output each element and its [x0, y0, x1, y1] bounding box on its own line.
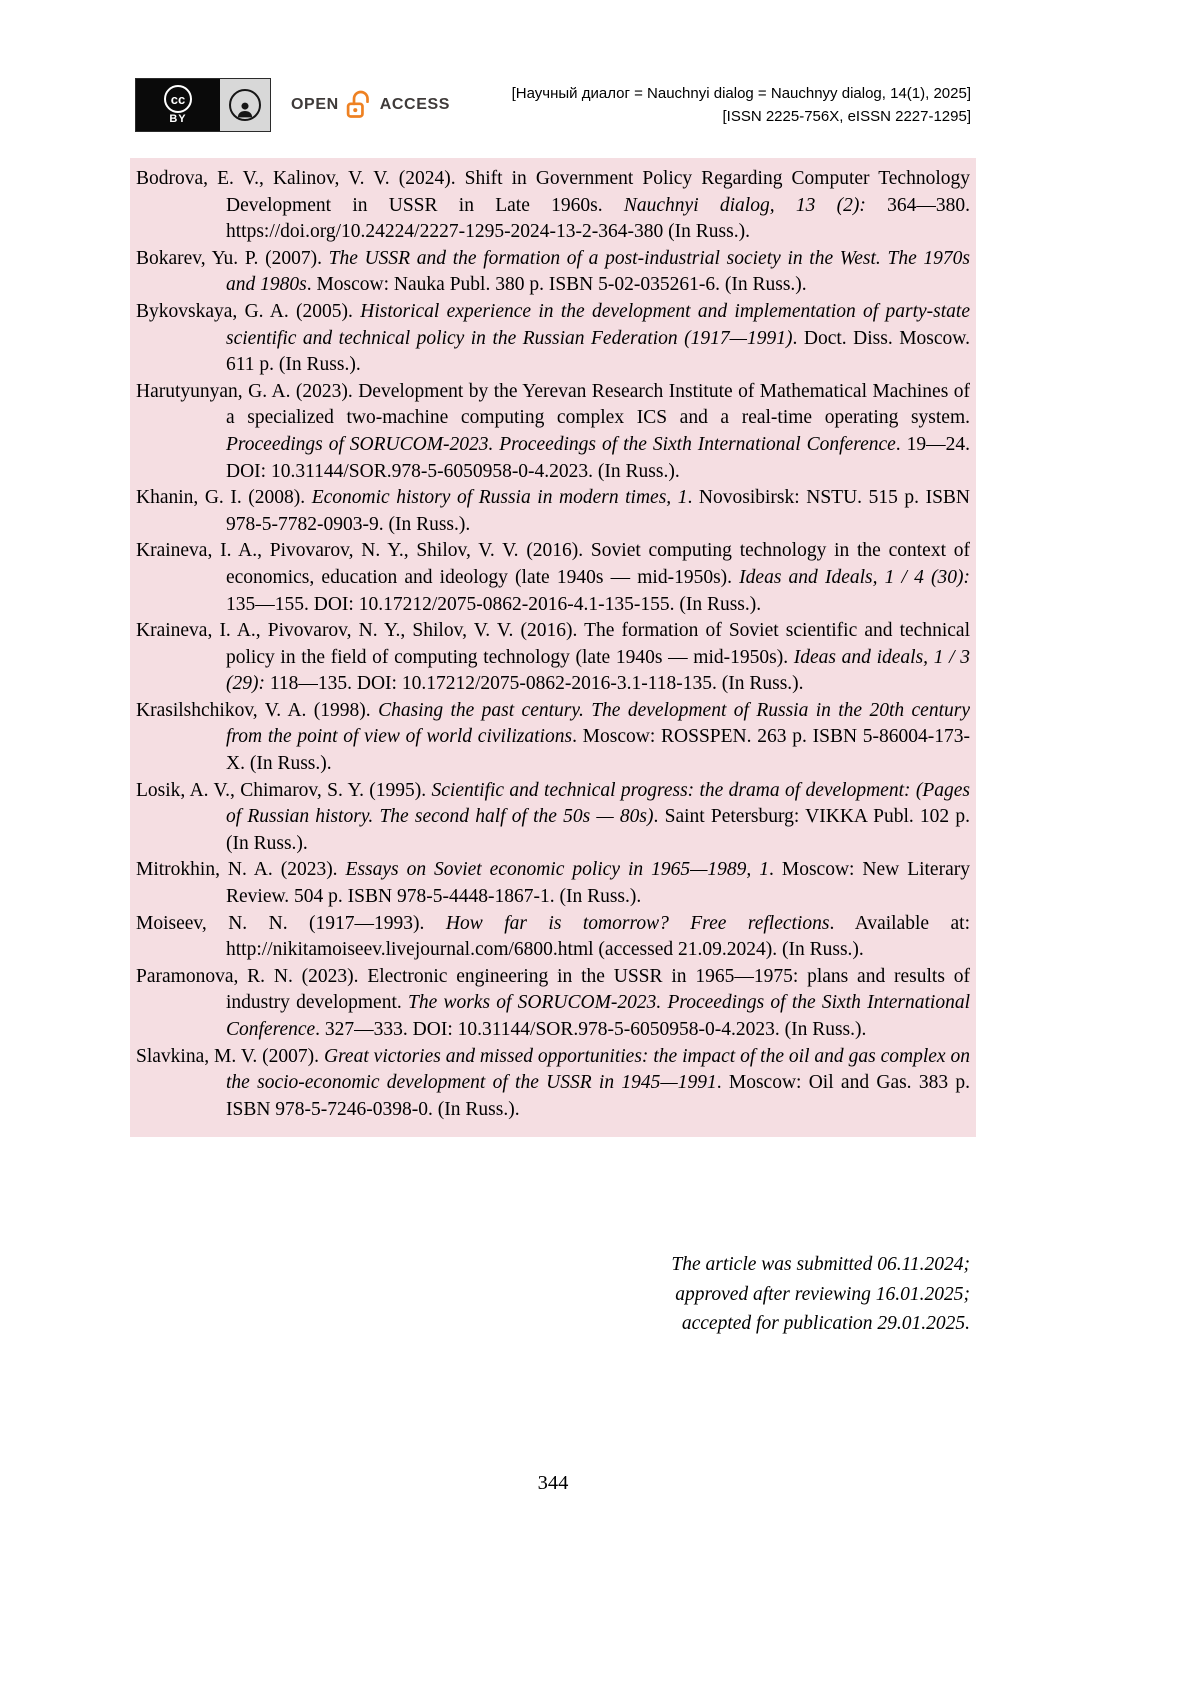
journal-citation-line: [Научный диалог = Nauchnyi dialog = Nauchnyy dialog, 14(1), 2025] [511, 85, 971, 102]
cc-icon: cc [164, 85, 192, 113]
submission-line: The article was submitted 06.11.2024; [671, 1254, 970, 1275]
reference-title-segment: The USSR and the formation of a post-industrial society in the West. The 1970s and 1980s [226, 247, 970, 296]
reference-text-segment: Khanin, G. I. (2008). [136, 487, 312, 509]
reference-entry [136, 778, 970, 858]
reference-title-segment: Great victories and missed opportunities: the impact of the oil and gas complex on the socio-economic development of the USSR in 1945—1991 [226, 1045, 970, 1094]
reference-text-segment: 135—155. DOI: 10.17212/2075-0862-2016-4.1-135-155. (In Russ.). [226, 593, 762, 615]
reference-entry [136, 618, 970, 698]
reference-text-segment: Losik, A. V., Chimarov, S. Y. (1995). [136, 779, 432, 801]
reference-entry [136, 538, 970, 618]
open-access-logo [291, 89, 450, 122]
reference-title-segment: Chasing the past century. The development of Russia in the 20th century from the point of view of world civilizations [226, 699, 970, 748]
reference-text-segment: . Doct. Diss. Moscow. 611 p. (In Russ.). [226, 327, 970, 376]
reference-entry [136, 166, 970, 246]
reference-text-segment: Slavkina, M. V. (2007). [136, 1045, 324, 1067]
reference-text-segment: . Available at: http://nikitamoiseev.livejournal.com/6800.html (accessed 21.09.2024). (In Russ.). [226, 912, 970, 961]
issn-line: [ISSN 2225-756X, eISSN 2227-1295] [722, 108, 971, 125]
reference-text-segment: Bokarev, Yu. P. (2007). [136, 247, 329, 269]
reference-title-segment: Essays on Soviet economic policy in 1965—1989, 1 [345, 859, 770, 881]
reference-text-segment: . Novosibirsk: NSTU. 515 p. ISBN 978-5-7782-0903-9. (In Russ.). [226, 487, 971, 535]
reference-text-segment: . Saint Petersburg: VIKKA Publ. 102 p. (In Russ.). [226, 806, 970, 854]
open-label: OPEN [291, 96, 339, 113]
reference-entry [136, 246, 970, 299]
open-lock-icon [346, 89, 373, 122]
reference-text-segment: Paramonova, R. N. (2023). Electronic engineering in the USSR in 1965—1975: plans and results of industry development. [136, 965, 970, 1014]
reference-text-segment: . Moscow: Nauka Publ. 380 p. ISBN 5-02-035261-6. (In Russ.). [306, 274, 807, 296]
reference-text-segment: Bykovskaya, G. A. (2005). [136, 300, 361, 322]
reference-entry [136, 698, 970, 778]
reference-title-segment: Ideas and ideals, 1 / 3 (29): [226, 646, 971, 695]
cc-by-label: BY [169, 113, 187, 125]
reference-title-segment: The works of SORUCOM-2023. Proceedings of the Sixth International Conference [226, 992, 971, 1040]
reference-text-segment: Kraineva, I. A., Pivovarov, N. Y., Shilov, V. V. (2016). The formation of Soviet scientific and technical policy in the field of computing technology (late 1940s — mid-1950s). [136, 620, 970, 668]
reference-entry [136, 1044, 970, 1124]
reference-title-segment: Ideas and Ideals, 1 / 4 (30): [739, 566, 970, 588]
reference-entry [136, 964, 970, 1044]
reference-text-segment: 364—380. https://doi.org/10.24224/2227-1295-2024-13-2-364-380 (In Russ.). [226, 194, 970, 243]
reference-title-segment: Economic history of Russia in modern times, 1 [311, 487, 688, 509]
reference-entry [136, 299, 970, 379]
submission-note [671, 1250, 970, 1339]
reference-entry [136, 379, 970, 485]
reference-text-segment: Bodrova, E. V., Kalinov, V. V. (2024). Shift in Government Policy Regarding Computer Technology Development in USSR in Late 1960s. [136, 168, 970, 216]
submission-line: accepted for publication 29.01.2025. [681, 1313, 970, 1334]
reference-text-segment: Krasilshchikov, V. A. (1998). [136, 699, 379, 721]
cc-by-badge [135, 78, 271, 132]
cc-logo-cell [136, 79, 220, 131]
reference-title-segment: Nauchnyi dialog, 13 (2): [623, 194, 866, 216]
reference-text-segment: . Moscow: ROSSPEN. 263 p. ISBN 5-86004-173-X. (In Russ.). [226, 726, 971, 775]
reference-text-segment: Harutyunyan, G. A. (2023). Development by the Yerevan Research Institute of Mathematical Machines of a specialized two-machine computing complex ICS and a real-time operating system. [136, 380, 970, 429]
reference-title-segment: Proceedings of SORUCOM-2023. Proceedings of the Sixth International Conference [226, 433, 896, 455]
reference-text-segment: . Moscow: Oil and Gas. 383 p. ISBN 978-5-7246-0398-0. (In Russ.). [226, 1072, 970, 1120]
reference-text-segment: . Moscow: New Literary Review. 504 p. ISBN 978-5-4448-1867-1. (In Russ.). [226, 859, 970, 908]
reference-title-segment: Scientific and technical progress: the drama of development: (Pages of Russian history. The second half of the 50s — 80s) [226, 779, 971, 828]
reference-text-segment: . 19—24. DOI: 10.31144/SOR.978-5-6050958-0-4.2023. (In Russ.). [226, 433, 970, 482]
reference-entry [136, 485, 970, 538]
page-header [135, 78, 971, 132]
reference-title-segment: How far is tomorrow? Free reflections [445, 912, 830, 934]
reference-text-segment: 118—135. DOI: 10.17212/2075-0862-2016-3.1-118-135. (In Russ.). [264, 673, 804, 695]
cc-attribution-cell [220, 79, 270, 131]
reference-text-segment: Kraineva, I. A., Pivovarov, N. Y., Shilov, V. V. (2016). Soviet computing technology in the context of economics, education and ideology (late 1940s — mid-1950s). [136, 540, 970, 588]
page-number: 344 [537, 1472, 569, 1494]
reference-text-segment: Mitrokhin, N. A. (2023). [136, 859, 346, 881]
reference-entry [136, 857, 970, 910]
reference-text-segment: . 327—333. DOI: 10.31144/SOR.978-5-6050958-0-4.2023. (In Russ.). [315, 1019, 867, 1040]
reference-title-segment: Historical experience in the development and implementation of party-state scientific and technical policy in the Russian Federation (1917—1991) [226, 300, 970, 349]
reference-text-segment: Moiseev, N. N. (1917—1993). [136, 912, 446, 934]
references-list [130, 158, 976, 1137]
journal-meta [512, 82, 971, 128]
reference-entry [136, 911, 970, 964]
submission-line: approved after reviewing 16.01.2025; [675, 1283, 970, 1305]
access-label: ACCESS [379, 96, 451, 113]
person-icon [229, 89, 261, 121]
header-logos [135, 78, 450, 132]
